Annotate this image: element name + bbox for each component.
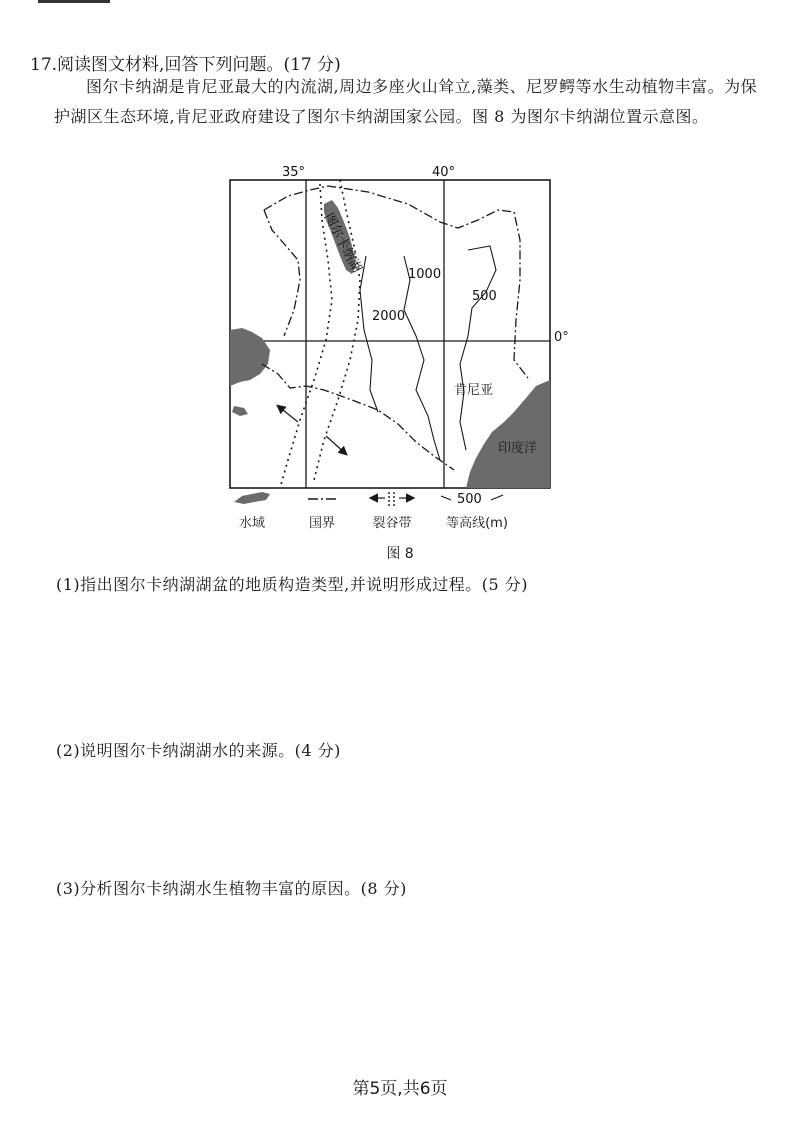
legend-border-label: 国界 — [308, 516, 335, 531]
rift-arrow-west — [278, 406, 298, 422]
contour-500 — [460, 246, 496, 450]
lake-victoria — [230, 328, 270, 386]
legend-contour-label: 等高线(m) — [446, 516, 508, 531]
legend-contour — [432, 490, 522, 531]
border-north-east — [264, 186, 528, 378]
legend-border — [292, 490, 352, 531]
label-40-degree: 40° — [432, 165, 456, 180]
rift-arrow-east — [326, 436, 346, 454]
label-indian-ocean: 印度洋 — [498, 441, 538, 456]
legend-contour-value: 500 — [457, 492, 482, 506]
contour-2000 — [360, 256, 378, 412]
map-legend — [222, 490, 562, 540]
label-equator: 0° — [554, 330, 569, 345]
label-lake-turkana: 图尔卡纳湖 — [320, 210, 365, 276]
legend-water-label: 水域 — [238, 516, 265, 531]
legend-rift-icon — [367, 490, 417, 506]
legend-water — [222, 490, 282, 531]
legend-contour-icon — [437, 490, 517, 506]
label-contour-2000: 2000 — [372, 309, 406, 324]
legend-rift — [362, 490, 422, 531]
label-kenya: 肯尼亚 — [454, 383, 494, 398]
figure-8-map — [228, 160, 569, 490]
legend-border-icon — [302, 490, 342, 506]
sub-question-1: (1)指出图尔卡纳湖湖盆的地质构造类型,并说明形成过程。(5 分) — [56, 575, 529, 594]
legend-rift-label: 裂谷带 — [372, 516, 412, 531]
label-contour-1000: 1000 — [408, 267, 442, 282]
border-west — [264, 210, 300, 336]
question-intro: 图尔卡纳湖是肯尼亚最大的内流湖,周边多座火山耸立,藻类、尼罗鳄等水生动植物丰富。为保护湖区生态环境,肯尼亚政府建设了图尔卡纳湖国家公园。图 8 为图尔卡纳湖位置示意图。 — [54, 77, 758, 126]
sub-question-3: (3)分析图尔卡纳湖水生植物丰富的原因。(8 分) — [56, 879, 407, 898]
small-water-1 — [232, 406, 248, 416]
figure-caption: 图 8 — [386, 546, 414, 562]
page-footer: 第5页,共6页 — [352, 1079, 448, 1099]
contour-1000 — [404, 256, 440, 460]
label-contour-500: 500 — [472, 289, 497, 304]
label-35-degree: 35° — [282, 165, 306, 180]
map-svg — [228, 160, 552, 490]
top-edge-mark — [38, 0, 110, 3]
legend-water-icon — [232, 490, 272, 506]
sub-question-2: (2)说明图尔卡纳湖湖水的来源。(4 分) — [56, 741, 341, 760]
question-title: 17.阅读图文材料,回答下列问题。(17 分) — [30, 55, 341, 75]
